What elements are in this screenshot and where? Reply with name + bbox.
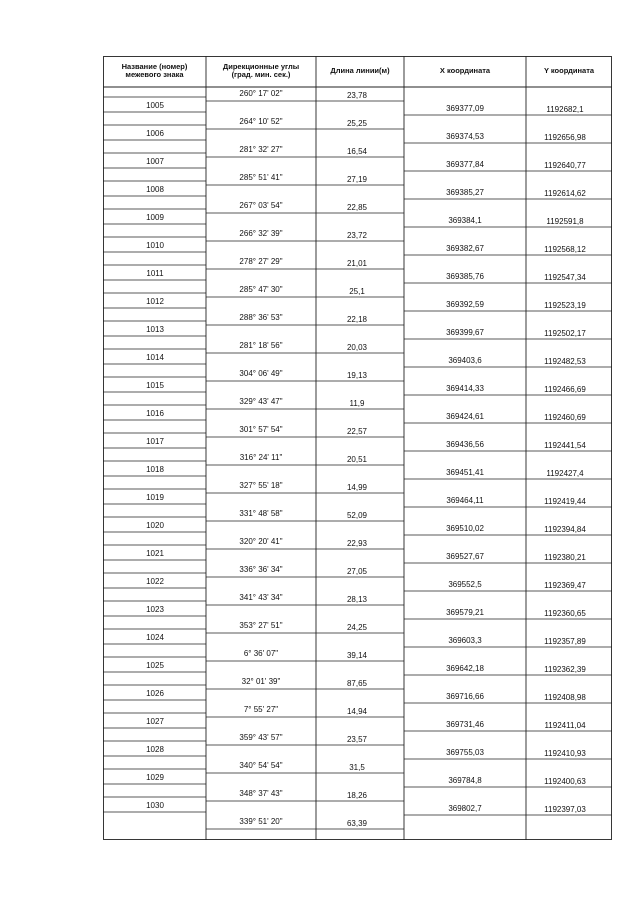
point-y: 1192397,03 bbox=[544, 805, 586, 814]
point-x: 369436,56 bbox=[446, 440, 484, 449]
segment-length: 27,05 bbox=[346, 567, 368, 576]
point-x: 369392,59 bbox=[446, 300, 484, 309]
point-name: 1007 bbox=[146, 157, 164, 166]
segment-length: 23,72 bbox=[346, 231, 368, 240]
point-y: 1192460,69 bbox=[544, 413, 586, 422]
segment-angle: 329° 43' 47" bbox=[239, 397, 283, 406]
segment-length: 39,14 bbox=[346, 651, 368, 660]
point-name: 1018 bbox=[146, 465, 164, 474]
segment-angle: 288° 36' 53" bbox=[239, 313, 283, 322]
point-x: 369385,27 bbox=[446, 188, 484, 197]
point-name: 1017 bbox=[146, 437, 164, 446]
point-x: 369716,66 bbox=[446, 692, 484, 701]
point-name: 1019 bbox=[146, 493, 164, 502]
segment-angle: 264° 10' 52" bbox=[239, 117, 283, 126]
segment-length: 23,78 bbox=[346, 91, 368, 100]
point-x: 369510,02 bbox=[446, 524, 484, 533]
segment-angle: 320° 20' 41" bbox=[239, 537, 283, 546]
point-name: 1030 bbox=[146, 801, 164, 810]
point-name: 1027 bbox=[146, 717, 164, 726]
segment-length: 22,93 bbox=[346, 539, 368, 548]
coordinates-table bbox=[103, 56, 612, 840]
point-y: 1192547,34 bbox=[544, 273, 586, 282]
segment-angle: 304° 06' 49" bbox=[239, 369, 283, 378]
point-y: 1192682,1 bbox=[546, 105, 584, 114]
point-y: 1192656,98 bbox=[544, 133, 586, 142]
segment-length: 22,18 bbox=[346, 315, 368, 324]
point-x: 369424,61 bbox=[446, 412, 484, 421]
segment-angle: 336° 36' 34" bbox=[239, 565, 283, 574]
segment-length: 14,94 bbox=[346, 707, 368, 716]
segment-length: 87,65 bbox=[346, 679, 368, 688]
segment-length: 23,57 bbox=[346, 735, 368, 744]
segment-angle: 359° 43' 57" bbox=[239, 733, 283, 742]
point-x: 369377,84 bbox=[446, 160, 484, 169]
point-y: 1192411,04 bbox=[544, 721, 586, 730]
point-y: 1192362,39 bbox=[544, 665, 586, 674]
point-name: 1022 bbox=[146, 577, 164, 586]
segment-angle: 353° 27' 51" bbox=[239, 621, 283, 630]
header-angle: Дирекционные углы (град. мин. сек.) bbox=[222, 61, 300, 79]
point-x: 369382,67 bbox=[446, 244, 484, 253]
point-name: 1014 bbox=[146, 353, 164, 362]
header-y: Y координата bbox=[543, 65, 595, 75]
segment-length: 21,01 bbox=[346, 259, 368, 268]
point-x: 369464,11 bbox=[446, 496, 484, 505]
segment-length: 25,1 bbox=[349, 287, 365, 296]
segment-angle: 285° 51' 41" bbox=[239, 173, 283, 182]
point-x: 369377,09 bbox=[446, 104, 484, 113]
point-x: 369385,76 bbox=[446, 272, 484, 281]
segment-angle: 260° 17' 02" bbox=[239, 89, 283, 98]
segment-length: 31,5 bbox=[349, 763, 365, 772]
point-y: 1192502,17 bbox=[544, 329, 586, 338]
point-name: 1005 bbox=[146, 101, 164, 110]
point-name: 1009 bbox=[146, 213, 164, 222]
point-name: 1029 bbox=[146, 773, 164, 782]
point-x: 369384,1 bbox=[448, 216, 482, 225]
segment-length: 18,26 bbox=[346, 791, 368, 800]
point-name: 1011 bbox=[146, 269, 164, 278]
segment-length: 27,19 bbox=[346, 175, 368, 184]
segment-length: 14,99 bbox=[346, 483, 368, 492]
segment-angle: 340° 54' 54" bbox=[239, 761, 283, 770]
point-y: 1192441,54 bbox=[544, 441, 586, 450]
point-x: 369603,3 bbox=[448, 636, 482, 645]
segment-angle: 7° 55' 27" bbox=[243, 705, 279, 714]
segment-length: 28,13 bbox=[346, 595, 368, 604]
point-y: 1192568,12 bbox=[544, 245, 586, 254]
point-x: 369642,18 bbox=[446, 664, 484, 673]
point-y: 1192482,53 bbox=[544, 357, 586, 366]
header-x: X координата bbox=[439, 65, 491, 75]
segment-angle: 348° 37' 43" bbox=[239, 789, 283, 798]
point-y: 1192591,8 bbox=[546, 217, 584, 226]
segment-angle: 341° 43' 34" bbox=[239, 593, 283, 602]
point-x: 369451,41 bbox=[446, 468, 484, 477]
point-y: 1192394,84 bbox=[544, 525, 586, 534]
point-x: 369527,67 bbox=[446, 552, 484, 561]
point-name: 1023 bbox=[146, 605, 164, 614]
point-y: 1192360,65 bbox=[544, 609, 586, 618]
point-y: 1192410,93 bbox=[544, 749, 586, 758]
segment-length: 20,03 bbox=[346, 343, 368, 352]
segment-angle: 316° 24' 11" bbox=[239, 453, 283, 462]
point-x: 369399,67 bbox=[446, 328, 484, 337]
segment-length: 63,39 bbox=[346, 819, 368, 828]
segment-angle: 339° 51' 20" bbox=[239, 817, 283, 826]
point-y: 1192419,44 bbox=[544, 497, 586, 506]
segment-length: 25,25 bbox=[346, 119, 368, 128]
point-y: 1192614,62 bbox=[544, 189, 586, 198]
point-name: 1010 bbox=[146, 241, 164, 250]
point-name: 1015 bbox=[146, 381, 164, 390]
point-name: 1026 bbox=[146, 689, 164, 698]
segment-length: 22,85 bbox=[346, 203, 368, 212]
header-name: Название (номер) межевого знака bbox=[121, 61, 188, 79]
segment-length: 16,54 bbox=[346, 147, 368, 156]
segment-angle: 266° 32' 39" bbox=[239, 229, 283, 238]
point-name: 1008 bbox=[146, 185, 164, 194]
segment-angle: 331° 48' 58" bbox=[239, 509, 283, 518]
point-x: 369755,03 bbox=[446, 748, 484, 757]
point-y: 1192408,98 bbox=[544, 693, 586, 702]
header-length: Длина линии(м) bbox=[330, 65, 390, 75]
segment-length: 22,57 bbox=[346, 427, 368, 436]
point-x: 369403,6 bbox=[448, 356, 482, 365]
segment-angle: 267° 03' 54" bbox=[239, 201, 283, 210]
point-name: 1016 bbox=[146, 409, 164, 418]
point-x: 369802,7 bbox=[448, 804, 482, 813]
point-y: 1192466,69 bbox=[544, 385, 586, 394]
point-y: 1192369,47 bbox=[544, 581, 586, 590]
point-x: 369784,8 bbox=[448, 776, 482, 785]
segment-length: 52,09 bbox=[346, 511, 368, 520]
segment-length: 11,9 bbox=[349, 399, 365, 408]
segment-length: 20,51 bbox=[346, 455, 368, 464]
point-name: 1021 bbox=[146, 549, 164, 558]
point-y: 1192357,89 bbox=[544, 637, 586, 646]
point-name: 1025 bbox=[146, 661, 164, 670]
segment-length: 24,25 bbox=[346, 623, 368, 632]
point-y: 1192640,77 bbox=[544, 161, 586, 170]
segment-angle: 32° 01' 39" bbox=[241, 677, 281, 686]
point-x: 369579,21 bbox=[446, 608, 484, 617]
segment-angle: 6° 36' 07" bbox=[243, 649, 279, 658]
point-y: 1192400,63 bbox=[544, 777, 586, 786]
segment-angle: 327° 55' 18" bbox=[239, 481, 283, 490]
point-x: 369374,53 bbox=[446, 132, 484, 141]
point-name: 1006 bbox=[146, 129, 164, 138]
point-y: 1192427,4 bbox=[546, 469, 584, 478]
segment-length: 19,13 bbox=[346, 371, 368, 380]
segment-angle: 285° 47' 30" bbox=[239, 285, 283, 294]
segment-angle: 281° 18' 56" bbox=[239, 341, 283, 350]
point-name: 1013 bbox=[146, 325, 164, 334]
point-y: 1192523,19 bbox=[544, 301, 586, 310]
point-name: 1028 bbox=[146, 745, 164, 754]
point-name: 1024 bbox=[146, 633, 164, 642]
point-x: 369731,46 bbox=[446, 720, 484, 729]
point-y: 1192380,21 bbox=[544, 553, 586, 562]
point-x: 369414,33 bbox=[446, 384, 484, 393]
segment-angle: 281° 32' 27" bbox=[239, 145, 283, 154]
segment-angle: 301° 57' 54" bbox=[239, 425, 283, 434]
point-name: 1020 bbox=[146, 521, 164, 530]
point-x: 369552,5 bbox=[448, 580, 482, 589]
segment-angle: 278° 27' 29" bbox=[239, 257, 283, 266]
point-name: 1012 bbox=[146, 297, 164, 306]
